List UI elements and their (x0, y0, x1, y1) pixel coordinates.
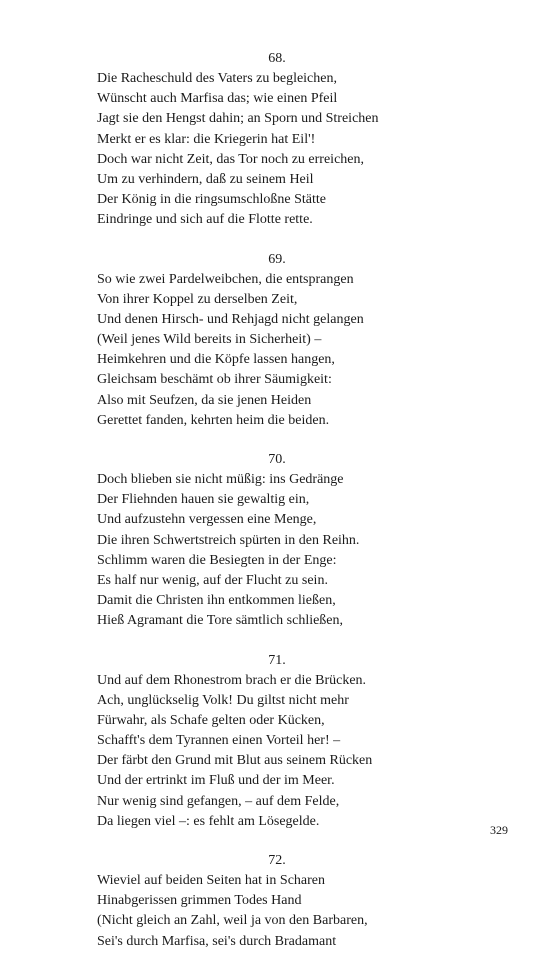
verse-line: Nur wenig sind gefangen, – auf dem Felde, (97, 793, 340, 809)
stanza-68 (97, 48, 457, 231)
stanza-70 (97, 449, 457, 632)
verse-line: Und der ertrinkt im Fluß und der im Meer. (97, 773, 335, 789)
stanza-number: 71. (268, 652, 286, 668)
verse-line: Doch blieben sie nicht müßig: ins Gedränge (97, 472, 344, 487)
verse-line: Gerettet fanden, kehrten heim die beiden. (97, 412, 330, 428)
stanza-72 (97, 850, 457, 952)
verse-line: Fürwahr, als Schafe gelten oder Kücken, (97, 712, 325, 728)
stanza-number: 72. (268, 853, 286, 868)
verse-line: Gleichsam beschämt ob ihrer Säumigkeit: (97, 372, 332, 388)
stanza-number: 68. (268, 51, 286, 66)
verse-line: Hieß Agramant die Tore sämtlich schließen, (97, 613, 344, 629)
verse-line: Schlimm waren die Besiegten in der Enge: (97, 552, 337, 568)
verse-line: Schafft's dem Tyrannen einen Vorteil her! – (97, 733, 341, 749)
verse-line: Damit die Christen ihn entkommen ließen, (97, 593, 336, 609)
poem-body (97, 48, 457, 970)
verse-line: (Nicht gleich an Zahl, weil ja von den Barbaren, (97, 913, 368, 929)
verse-line: Der Fliehnden hauen sie gewaltig ein, (97, 492, 310, 508)
stanza-69 (97, 249, 457, 432)
verse-line: Also mit Seufzen, da sie jenen Heiden (97, 392, 312, 408)
verse-line: Und aufzustehn vergessen eine Menge, (97, 512, 317, 528)
verse-line: Doch war nicht Zeit, das Tor noch zu erreichen, (97, 151, 364, 167)
verse-line: (Weil jenes Wild bereits in Sicherheit) – (97, 332, 322, 348)
stanza-number: 69. (268, 251, 286, 267)
stanza-number: 70. (268, 452, 286, 467)
verse-line: Ach, unglückselig Volk! Du giltst nicht mehr (97, 692, 349, 708)
verse-line: Wünscht auch Marfisa das; wie einen Pfeil (97, 91, 338, 107)
verse-line: Wieviel auf beiden Seiten hat in Scharen (97, 873, 326, 888)
verse-line: Heimkehren und die Köpfe lassen hangen, (97, 352, 335, 368)
verse-line: Da liegen viel –: es fehlt am Lösegelde. (97, 813, 320, 829)
verse-line: Und auf dem Rhonestrom brach er die Brücken. (97, 672, 367, 688)
verse-line: Um zu verhindern, daß zu seinem Heil (97, 171, 314, 187)
verse-line: Die ihren Schwertstreich spürten in den Reihn. (97, 532, 360, 548)
verse-line: Von ihrer Koppel zu derselben Zeit, (97, 291, 298, 307)
stanza-71 (97, 650, 457, 833)
verse-line: Hinabgerissen grimmen Todes Hand (97, 893, 302, 909)
page-number: 329 (490, 823, 508, 837)
verse-line: Eindringe und sich auf die Flotte rette. (97, 212, 313, 228)
verse-line: Und denen Hirsch- und Rehjagd nicht gelangen (97, 311, 364, 327)
verse-line: Der färbt den Grund mit Blut aus seinem Rücken (97, 753, 373, 769)
verse-line: Merkt er es klar: die Kriegerin hat Eil'! (97, 131, 316, 147)
verse-line: Die Racheschuld des Vaters zu begleichen, (97, 71, 337, 86)
verse-line: So wie zwei Pardelweibchen, die entsprangen (97, 271, 354, 287)
verse-line: Der König in die ringsumschloßne Stätte (97, 192, 327, 208)
verse-line: Sei's durch Marfisa, sei's durch Bradamant (97, 933, 337, 949)
verse-line: Jagt sie den Hengst dahin; an Sporn und Streichen (97, 111, 379, 127)
verse-line: Es half nur wenig, auf der Flucht zu sein. (97, 572, 328, 588)
